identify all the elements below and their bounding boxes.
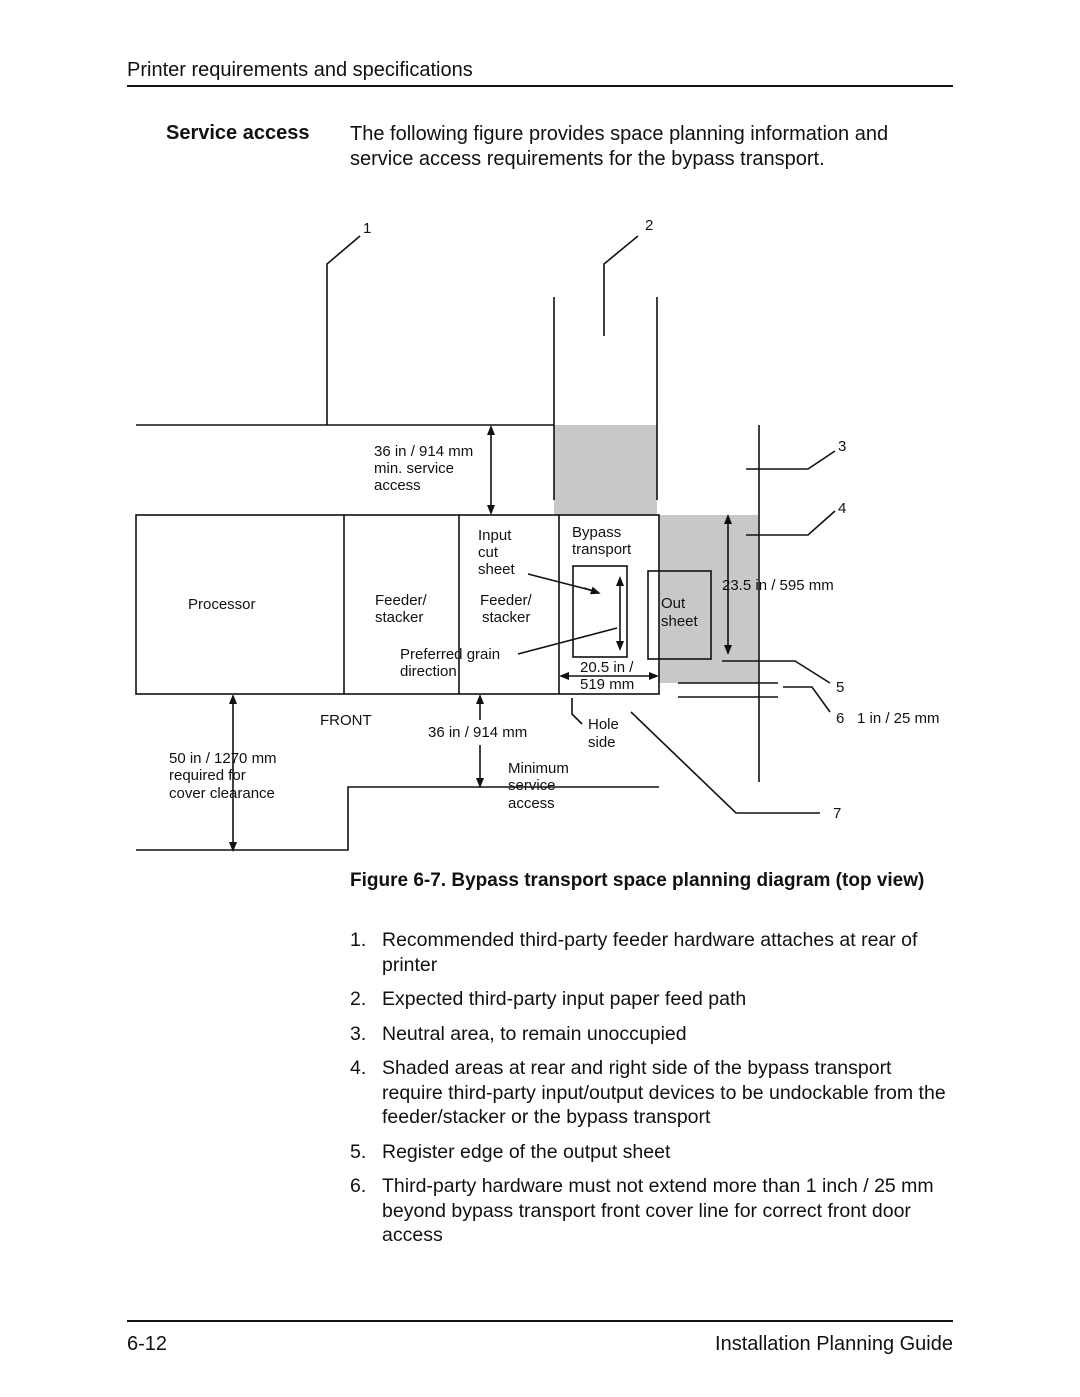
list-item bbox=[350, 987, 950, 1012]
list-item-number: 1. bbox=[350, 929, 367, 951]
label-min-3: access bbox=[508, 795, 555, 812]
label-clearance-1: 50 in / 1270 mm bbox=[169, 750, 277, 767]
callout-4: 4 bbox=[838, 500, 847, 517]
page-number: 6-12 bbox=[127, 1333, 168, 1355]
label-feeder-1b: stacker bbox=[375, 609, 424, 626]
callout-2: 2 bbox=[645, 217, 654, 234]
label-rear-service-1: 36 in / 914 mm bbox=[374, 443, 474, 460]
label-input-1: Input bbox=[478, 527, 512, 544]
list-item-text: Neutral area, to remain unoccupied bbox=[382, 1022, 687, 1045]
label-hole-2: side bbox=[588, 734, 616, 751]
list-item bbox=[350, 1056, 950, 1130]
leader-hole bbox=[572, 698, 582, 724]
label-feeder-2a: Feeder/ bbox=[480, 592, 532, 609]
label-input-3: sheet bbox=[478, 561, 515, 578]
label-clearance-3: cover clearance bbox=[169, 785, 275, 802]
label-feeder-1a: Feeder/ bbox=[375, 592, 427, 609]
leader-grain bbox=[518, 628, 617, 654]
list-item-text: Shaded areas at rear and right side of the bypass transport require third-party input/output devices to be undockable from the feeder/stacker or the bypass transport bbox=[382, 1057, 946, 1128]
callout-1: 1 bbox=[363, 220, 372, 237]
section-intro: The following figure provides space planning information and service access requirements for the bypass transport. bbox=[350, 123, 889, 170]
label-processor: Processor bbox=[188, 596, 256, 613]
label-min-1: Minimum bbox=[508, 760, 569, 777]
label-width-2: 519 mm bbox=[580, 676, 635, 693]
leader-1 bbox=[327, 236, 360, 425]
label-hole-1: Hole bbox=[588, 716, 619, 733]
label-width-1: 20.5 in / bbox=[580, 659, 634, 676]
list-item-number: 6. bbox=[350, 1175, 367, 1197]
section-heading: Service access bbox=[166, 122, 310, 144]
label-feeder-2b: stacker bbox=[482, 609, 531, 626]
list-item-number: 5. bbox=[350, 1140, 367, 1163]
figure-notes-list bbox=[350, 928, 950, 1258]
label-out-1: Out bbox=[661, 595, 686, 612]
label-bypass-2: transport bbox=[572, 541, 632, 558]
list-item-number: 3. bbox=[350, 1022, 367, 1045]
leader-2 bbox=[604, 236, 638, 336]
label-front: FRONT bbox=[320, 712, 372, 729]
leader-7 bbox=[631, 712, 820, 813]
list-item-text: Third-party hardware must not extend more than 1 inch / 25 mm beyond bypass transport front cover line for correct front door access bbox=[382, 1175, 934, 1246]
callout-6: 6 bbox=[836, 710, 845, 727]
list-item bbox=[350, 1022, 950, 1047]
callout-3: 3 bbox=[838, 438, 847, 455]
label-rear-service-3: access bbox=[374, 477, 421, 494]
list-item bbox=[350, 1174, 950, 1248]
label-bypass-1: Bypass bbox=[572, 524, 622, 541]
list-item-text: Recommended third-party feeder hardware attaches at rear of printer bbox=[382, 929, 918, 976]
callout-7: 7 bbox=[833, 805, 842, 822]
label-out-2: sheet bbox=[661, 613, 698, 630]
label-clearance-2: required for bbox=[169, 767, 246, 784]
label-right-depth: 23.5 in / 595 mm bbox=[722, 577, 834, 594]
label-grain-1: Preferred grain bbox=[400, 646, 501, 663]
label-min-2: service bbox=[508, 777, 556, 794]
list-item-number: 4. bbox=[350, 1057, 367, 1079]
label-rear-service-2: min. service bbox=[374, 460, 455, 477]
input-arrow bbox=[584, 588, 596, 592]
document-title: Installation Planning Guide bbox=[715, 1333, 953, 1355]
input-sheet-box bbox=[573, 566, 627, 657]
callout-5: 5 bbox=[836, 679, 845, 696]
page-header-title: Printer requirements and specifications bbox=[127, 59, 473, 81]
list-item-text: Expected third-party input paper feed path bbox=[382, 988, 747, 1010]
label-grain-2: direction bbox=[400, 663, 457, 680]
list-item-text: Register edge of the output sheet bbox=[382, 1140, 671, 1163]
list-item-number: 2. bbox=[350, 988, 367, 1010]
rear-shaded-area bbox=[554, 425, 657, 515]
leader-6 bbox=[783, 687, 830, 712]
list-item bbox=[350, 1140, 950, 1165]
list-item bbox=[350, 928, 950, 977]
figure-caption: Figure 6-7. Bypass transport space planning diagram (top view) bbox=[350, 870, 925, 891]
label-input-2: cut bbox=[478, 544, 499, 561]
label-front-service: 36 in / 914 mm bbox=[428, 724, 528, 741]
footer-rule bbox=[127, 1320, 953, 1322]
label-one-inch: 1 in / 25 mm bbox=[857, 710, 940, 727]
